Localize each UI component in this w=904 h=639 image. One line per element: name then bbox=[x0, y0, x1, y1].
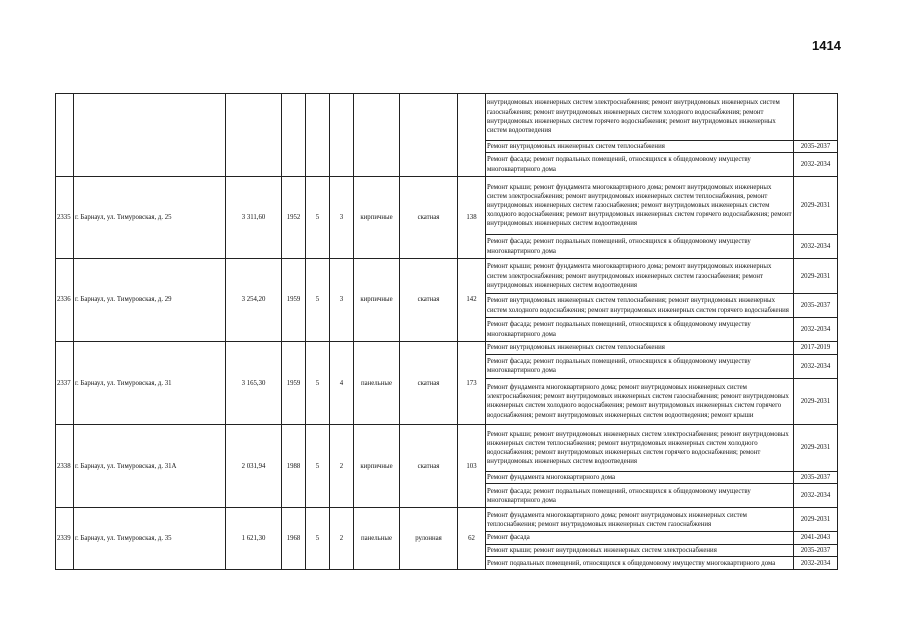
floors-count: 5 bbox=[306, 508, 330, 570]
work-description: Ремонт фасада bbox=[486, 532, 794, 545]
entrances-count: 2 bbox=[330, 425, 354, 508]
capital-repair-table bbox=[55, 93, 838, 570]
work-period: 2032-2034 bbox=[794, 484, 838, 508]
work-description: Ремонт крыши; ремонт внутридомовых инженерных систем электроснабжения bbox=[486, 544, 794, 557]
work-period bbox=[794, 94, 838, 141]
empty-cell bbox=[74, 94, 226, 177]
build-year: 1959 bbox=[282, 258, 306, 341]
row-number: 2335 bbox=[56, 177, 74, 259]
work-description: Ремонт внутридомовых инженерных систем теплоснабжения bbox=[486, 342, 794, 355]
work-period: 2032-2034 bbox=[794, 153, 838, 177]
work-description: Ремонт фасада; ремонт подвальных помещений, относящихся к общедомовому имуществу многоквартирного дома bbox=[486, 484, 794, 508]
residents-count: 138 bbox=[458, 177, 486, 259]
work-description: Ремонт подвальных помещений, относящихся к общедомовому имуществу многоквартирного дома bbox=[486, 557, 794, 570]
empty-cell bbox=[458, 94, 486, 177]
work-period: 2029-2031 bbox=[794, 508, 838, 532]
roof-type: скатная bbox=[400, 342, 458, 425]
work-description: Ремонт фундамента многоквартирного дома; ремонт внутридомовых инженерных систем электроснабжения; ремонт внутридомовых инженерных систем газоснабжения; ремонт внутридомовых инженерных систем холодного водоснабжения; ремонт внутридомовых инженерных систем горячего водоснабжения; ремонт внутридомовых инженерных систем водоотведения; ремонт крыши bbox=[486, 378, 794, 425]
work-period: 2032-2034 bbox=[794, 318, 838, 342]
table-body bbox=[56, 94, 838, 570]
work-period: 2041-2043 bbox=[794, 532, 838, 545]
work-period: 2032-2034 bbox=[794, 235, 838, 259]
empty-cell bbox=[306, 94, 330, 177]
build-year: 1968 bbox=[282, 508, 306, 570]
work-period: 2017-2019 bbox=[794, 342, 838, 355]
roof-type: скатная bbox=[400, 425, 458, 508]
entrances-count: 3 bbox=[330, 177, 354, 259]
house-address: г. Барнаул, ул. Тимуровская, д. 35 bbox=[74, 508, 226, 570]
total-area: 3 311,60 bbox=[226, 177, 282, 259]
work-period: 2029-2031 bbox=[794, 258, 838, 293]
empty-cell bbox=[354, 94, 400, 177]
work-description: Ремонт фасада; ремонт подвальных помещений, относящихся к общедомовому имуществу многоквартирного дома bbox=[486, 354, 794, 378]
wall-material: кирпичные bbox=[354, 425, 400, 508]
residents-count: 173 bbox=[458, 342, 486, 425]
work-period: 2035-2037 bbox=[794, 544, 838, 557]
work-description: Ремонт фасада; ремонт подвальных помещений, относящихся к общедомовому имуществу многоквартирного дома bbox=[486, 235, 794, 259]
wall-material: кирпичные bbox=[354, 258, 400, 341]
work-description: Ремонт фундамента многоквартирного дома; ремонт внутридомовых инженерных систем теплоснабжения; ремонт внутридомовых инженерных систем газоснабжения bbox=[486, 508, 794, 532]
table-row bbox=[56, 342, 838, 355]
work-period: 2035-2037 bbox=[794, 471, 838, 484]
roof-type: скатная bbox=[400, 177, 458, 259]
work-period: 2032-2034 bbox=[794, 354, 838, 378]
residents-count: 142 bbox=[458, 258, 486, 341]
residents-count: 103 bbox=[458, 425, 486, 508]
house-address: г. Барнаул, ул. Тимуровская, д. 25 bbox=[74, 177, 226, 259]
entrances-count: 4 bbox=[330, 342, 354, 425]
floors-count: 5 bbox=[306, 177, 330, 259]
work-description: Ремонт фасада; ремонт подвальных помещений, относящихся к общедомовому имуществу многоквартирного дома bbox=[486, 153, 794, 177]
work-description: Ремонт внутридомовых инженерных систем теплоснабжения bbox=[486, 140, 794, 153]
work-description: Ремонт крыши; ремонт фундамента многоквартирного дома; ремонт внутридомовых инженерных систем электроснабжения; ремонт внутридомовых инженерных систем газоснабжения; ремонт внутридомовых инженерных систем водоотведения bbox=[486, 258, 794, 293]
total-area: 3 254,20 bbox=[226, 258, 282, 341]
work-period: 2035-2037 bbox=[794, 140, 838, 153]
floors-count: 5 bbox=[306, 258, 330, 341]
build-year: 1952 bbox=[282, 177, 306, 259]
residents-count: 62 bbox=[458, 508, 486, 570]
total-area: 2 031,94 bbox=[226, 425, 282, 508]
row-number: 2337 bbox=[56, 342, 74, 425]
roof-type: скатная bbox=[400, 258, 458, 341]
work-description: Ремонт крыши; ремонт фундамента многоквартирного дома; ремонт внутридомовых инженерных систем электроснабжения; ремонт внутридомовых инженерных систем теплоснабжения, ремонт внутридомовых инженерных систем газоснабжения; ремонт внутридомовых инженерных систем холодного водоснабжения; ремонт внутридомовых инженерных систем горячего водоснабжения; ремонт внутридомовых инженерных систем водоотведения bbox=[486, 177, 794, 235]
page-number: 1414 bbox=[812, 38, 841, 53]
work-period: 2029-2031 bbox=[794, 177, 838, 235]
empty-cell bbox=[282, 94, 306, 177]
row-number: 2339 bbox=[56, 508, 74, 570]
empty-cell bbox=[330, 94, 354, 177]
build-year: 1959 bbox=[282, 342, 306, 425]
table-row bbox=[56, 177, 838, 235]
table-row bbox=[56, 258, 838, 293]
work-period: 2035-2037 bbox=[794, 294, 838, 318]
roof-type: рулонная bbox=[400, 508, 458, 570]
table-row bbox=[56, 508, 838, 532]
floors-count: 5 bbox=[306, 342, 330, 425]
work-description: Ремонт крыши; ремонт внутридомовых инженерных систем электроснабжения; ремонт внутридомовых инженерных систем теплоснабжения; ремонт внутридомовых инженерных систем холодного водоснабжения; ремонт внутридомовых инженерных систем горячего водоснабжения; ремонт внутридомовых инженерных систем водоотведения bbox=[486, 425, 794, 472]
total-area: 1 621,30 bbox=[226, 508, 282, 570]
empty-cell bbox=[56, 94, 74, 177]
wall-material: кирпичные bbox=[354, 177, 400, 259]
empty-cell bbox=[400, 94, 458, 177]
work-description: внутридомовых инженерных систем электроснабжения; ремонт внутридомовых инженерных систем газоснабжения; ремонт внутридомовых инженерных систем холодного водоснабжения; ремонт внутридомовых инженерных систем горячего водоснабжения; ремонт внутридомовых инженерных систем водоотведения bbox=[486, 94, 794, 141]
work-description: Ремонт внутридомовых инженерных систем теплоснабжения; ремонт внутридомовых инженерных систем холодного водоснабжения; ремонт внутридомовых инженерных систем горячего водоснабжения bbox=[486, 294, 794, 318]
empty-cell bbox=[226, 94, 282, 177]
build-year: 1988 bbox=[282, 425, 306, 508]
work-period: 2032-2034 bbox=[794, 557, 838, 570]
row-number: 2336 bbox=[56, 258, 74, 341]
house-address: г. Барнаул, ул. Тимуровская, д. 31 bbox=[74, 342, 226, 425]
floors-count: 5 bbox=[306, 425, 330, 508]
table-row bbox=[56, 94, 838, 141]
work-description: Ремонт фундамента многоквартирного дома bbox=[486, 471, 794, 484]
total-area: 3 165,30 bbox=[226, 342, 282, 425]
work-description: Ремонт фасада; ремонт подвальных помещений, относящихся к общедомовому имуществу многоквартирного дома bbox=[486, 318, 794, 342]
house-address: г. Барнаул, ул. Тимуровская, д. 31А bbox=[74, 425, 226, 508]
house-address: г. Барнаул, ул. Тимуровская, д. 29 bbox=[74, 258, 226, 341]
table-row bbox=[56, 425, 838, 472]
wall-material: панельные bbox=[354, 342, 400, 425]
wall-material: панельные bbox=[354, 508, 400, 570]
row-number: 2338 bbox=[56, 425, 74, 508]
entrances-count: 3 bbox=[330, 258, 354, 341]
work-period: 2029-2031 bbox=[794, 425, 838, 472]
entrances-count: 2 bbox=[330, 508, 354, 570]
work-period: 2029-2031 bbox=[794, 378, 838, 425]
